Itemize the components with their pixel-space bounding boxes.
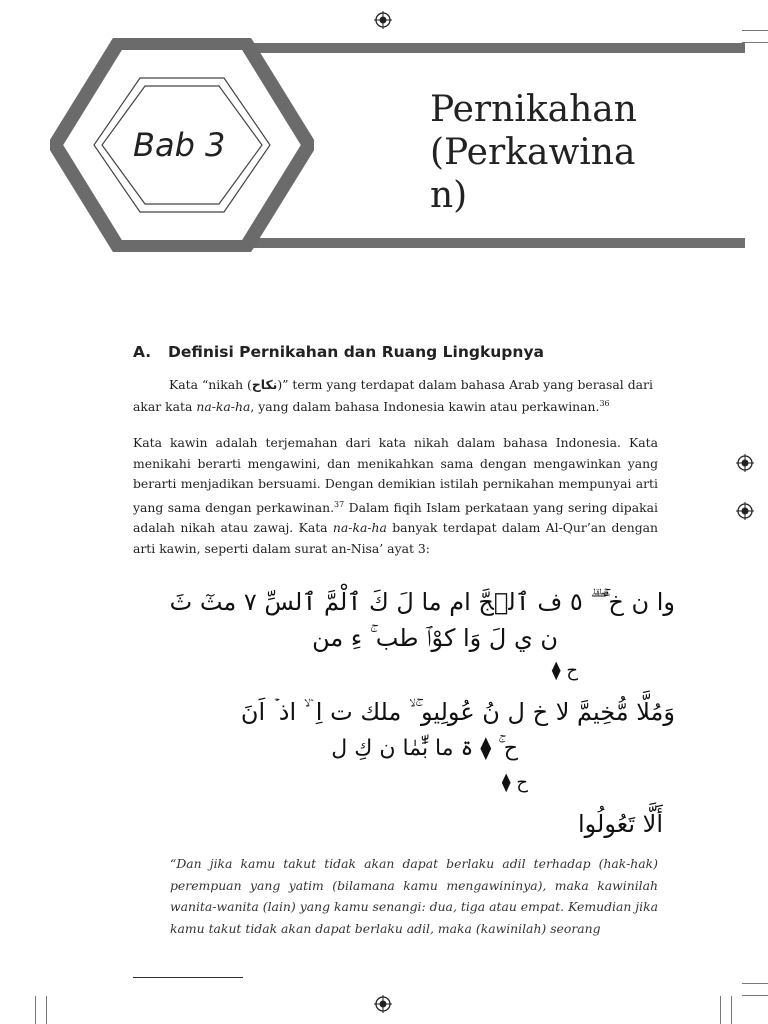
registration-mark-icon (736, 454, 754, 472)
paragraph-text: Dalam fiqih Islam perkataan yang sering dipakai adalah nikah atau zawaj. Kata (133, 499, 658, 536)
paragraph-text: )” term yang terdapat dalam bahasa Arab yang berasal dari akar kata (133, 377, 653, 415)
paragraph-text: Kata “nikah ( (169, 377, 252, 392)
arabic-term: نكاح (251, 377, 278, 392)
crop-mark (35, 996, 36, 1024)
section-title: Definisi Pernikahan dan Ruang Lingkupnya (168, 343, 545, 361)
crop-mark (742, 42, 768, 43)
paragraph-text: banyak terdapat dalam Al-Qur’an dengan arti kawin, seperti dalam surat an-Nisa’ ayat 3: (133, 520, 659, 556)
crop-mark (46, 996, 47, 1024)
chapter-label: Bab 3 (133, 126, 226, 164)
verse-line-1: وا ن خ ۚ ۖ ۗ ٥ ف ٱلۡجَّ ام ما لَ كَ ٱلْمَّ ٱلسِّ ٧ مثٓ ثَ (169, 588, 675, 616)
verse-line-6: ح ⧫ (501, 772, 528, 793)
verse-line-3: ح ⧫ (551, 660, 578, 681)
registration-mark-icon (736, 502, 754, 520)
registration-mark-icon (374, 11, 392, 29)
section-letter: A. (133, 343, 152, 361)
paragraph-text: , yang dalam bahasa Indonesia kawin atau perkawinan. (250, 399, 600, 415)
crop-mark (742, 983, 768, 984)
paragraph-1 (133, 375, 658, 416)
paragraph-text: Kata kawin adalah terjemahan dari kata nikah dalam bahasa Indonesia. Kata menikahi berarti mengawini, dan menikahkan sama dengan mengawinkan yang berarti menjadikan bersuami. Dengan demikian istilah pernikahan mempunyai arti yang sama dengan perkawinan. (133, 435, 658, 515)
chapter-title: Pernikahan (Perkawinan) (430, 89, 637, 216)
section-heading (133, 343, 544, 361)
footnote-ref: 37 (334, 499, 345, 509)
root-word: na-ka-ha (332, 520, 387, 536)
registration-mark-icon (374, 995, 392, 1013)
verse-line-2: ن ي لَ وَا كوْٱ طب ۚ ءِ من (312, 624, 558, 652)
footnote-separator (133, 977, 243, 978)
verse-line-7: أَلَّا تَعُولُوا (577, 810, 663, 838)
crop-mark (731, 996, 732, 1024)
root-word: na-ka-ha (196, 399, 251, 415)
crop-mark (720, 996, 721, 1024)
crop-mark (742, 995, 768, 996)
crop-mark (742, 30, 768, 31)
paragraph-2 (133, 433, 658, 559)
verse-line-4: وَمُلَّا مُّخِيمَّ لا خ ل نُ عُولِيو ۚ ۙ ملك ت اِ ۛ ۙ اذ ۡ اَنَ (240, 698, 675, 726)
footnote-ref: 36 (599, 399, 610, 408)
verse-translation: “Dan jika kamu takut tidak akan dapat berlaku adil terhadap (hak-hak) perempuan yang yatim (bilamana kamu mengawininya), maka kawinilah wanita-wanita (lain) yang kamu senangi: dua, tiga atau empat. Kemudian jika kamu takut tidak akan dapat berlaku adil, maka (kawinilah) seorang (170, 856, 658, 936)
verse-line-5: ح ۚ ⧫ ۃ ما بِّٰمٰا ن كِ ل (331, 736, 518, 761)
